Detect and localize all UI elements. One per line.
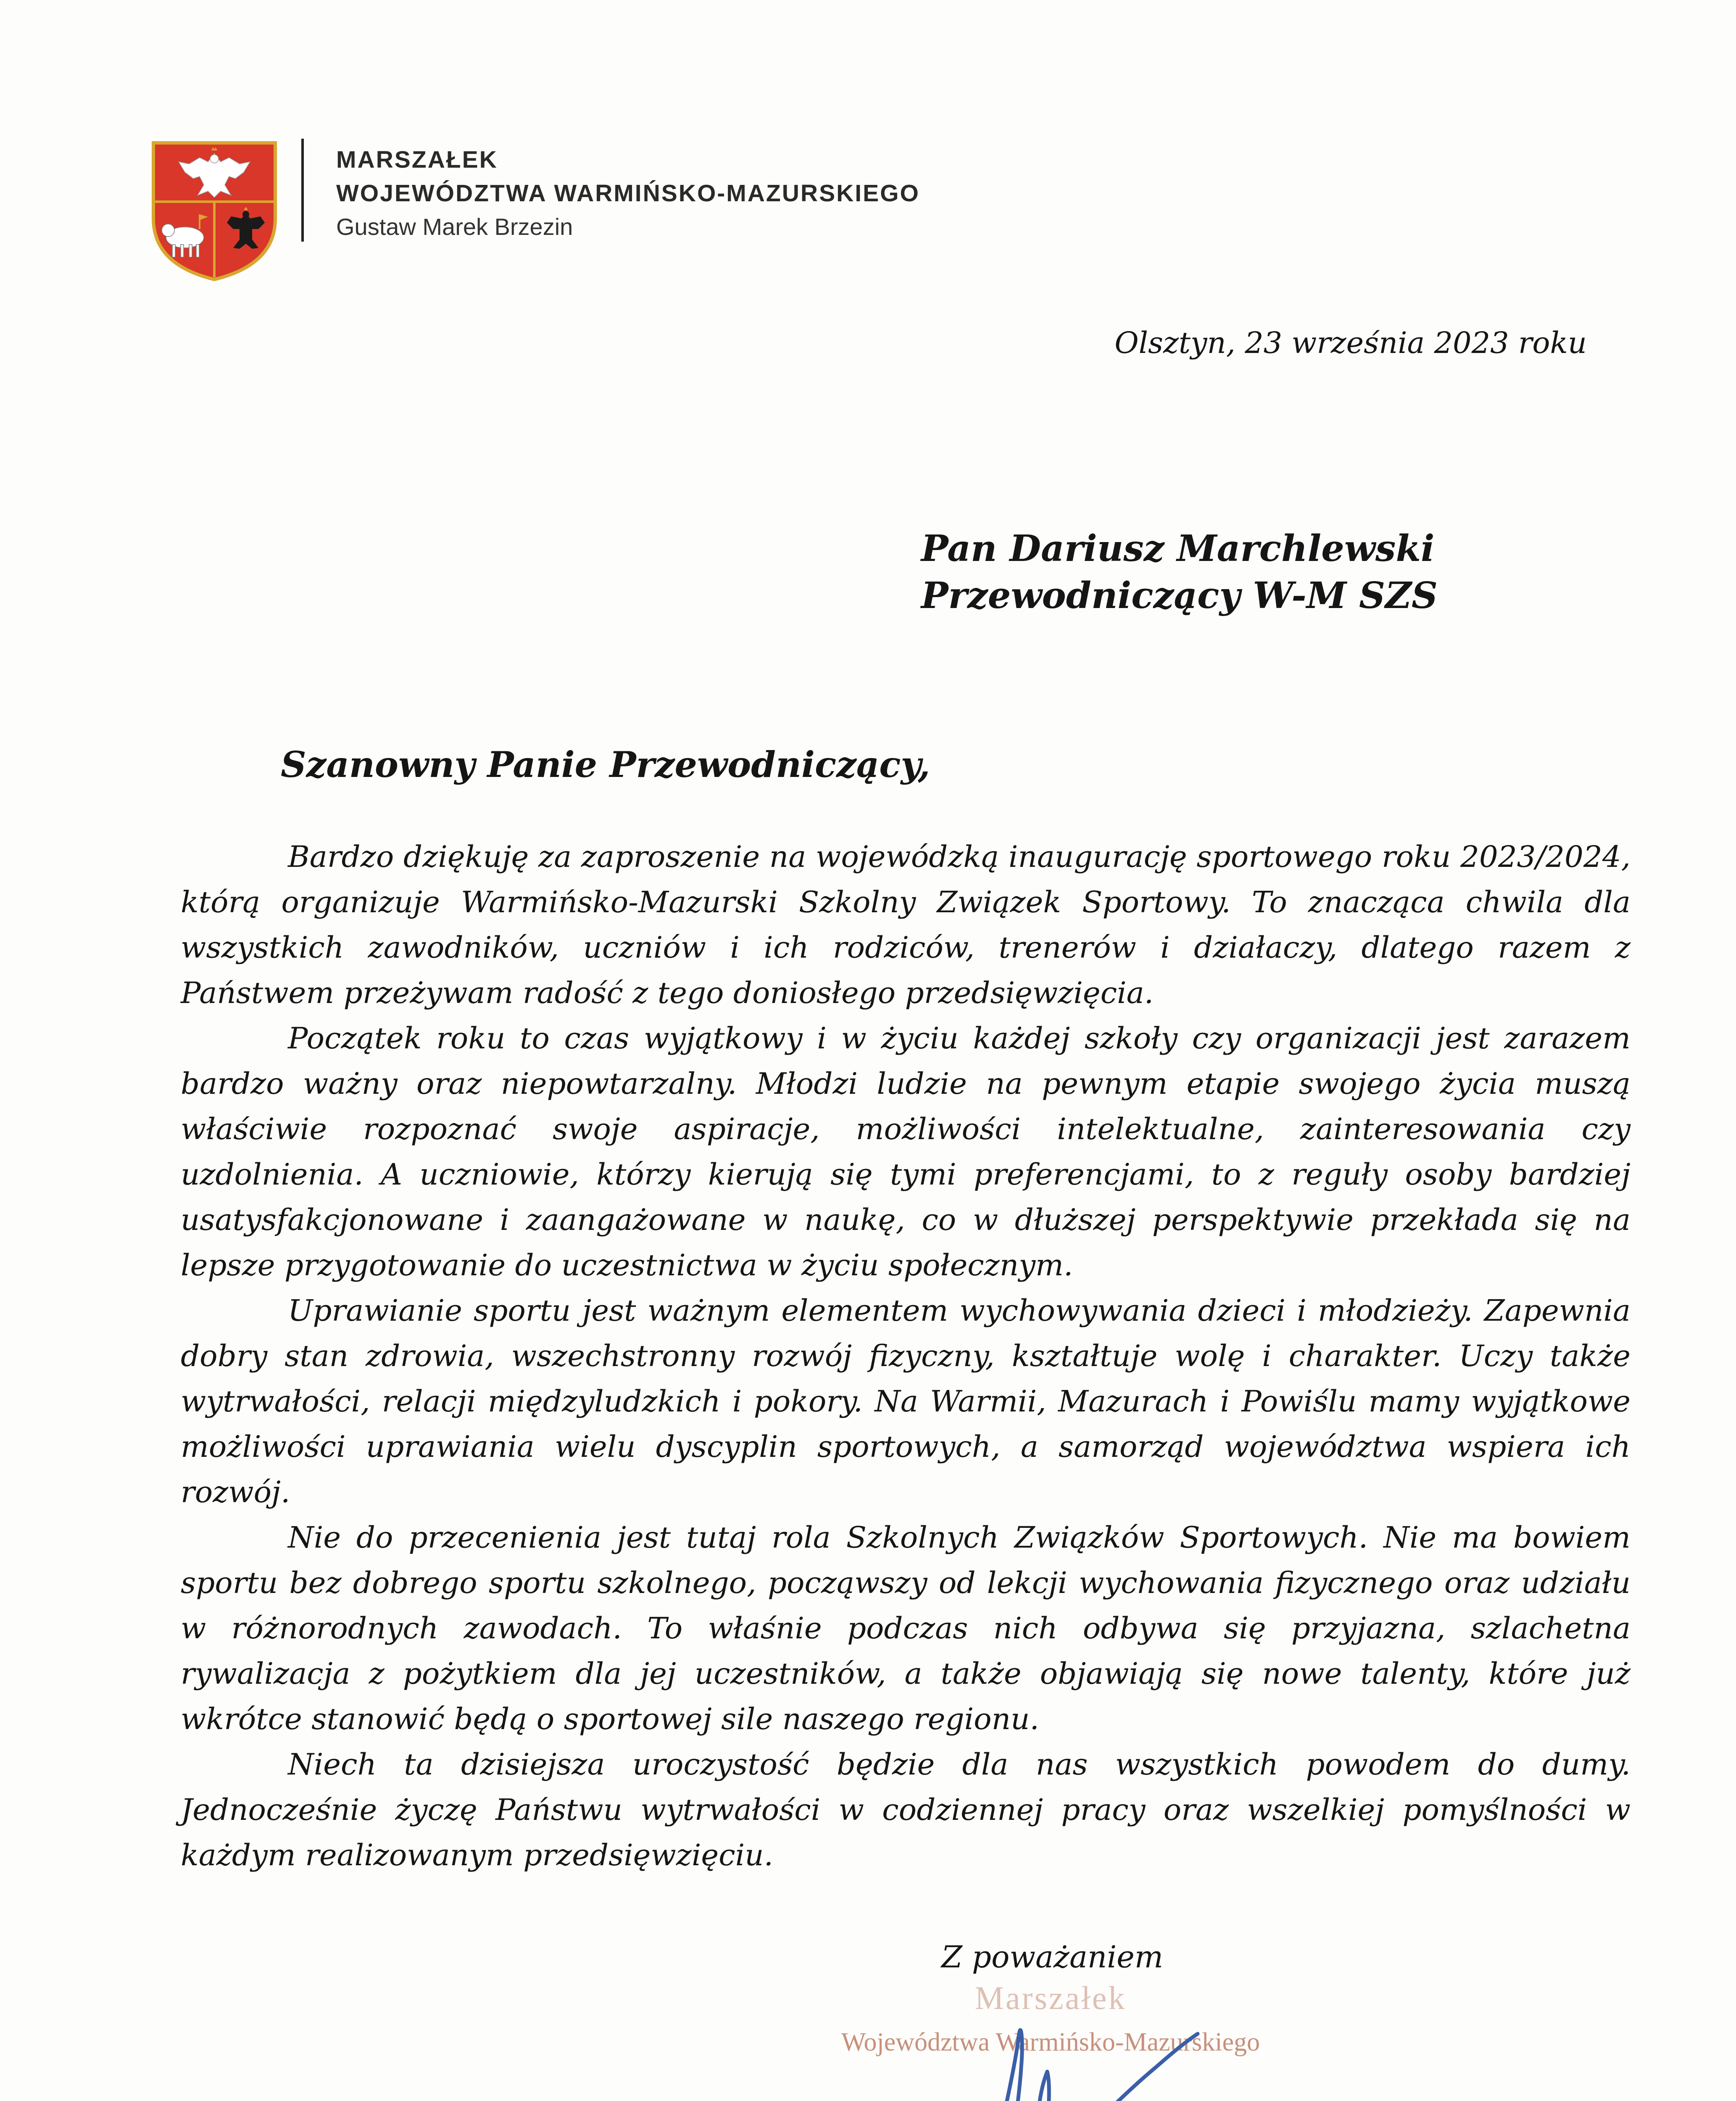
recipient-block <box>921 525 1438 619</box>
stamp-region: Województwa Warmińsko-Mazurskiego <box>841 2028 1260 2056</box>
salutation: Szanowny Panie Przewodniczący, <box>281 744 930 785</box>
body-paragraph: Początek roku to czas wyjątkowy i w życiu każdej szkoły czy organizacji jest zarazem bardzo ważny oraz niepowtarzalny. Młodzi ludzie na pewnym etapie swojego życia muszą właściwie rozpoznać swoje aspiracje, możliwości intelektualne, zainteresowania czy uzdolnienia. A uczniowie, którzy kierują się tymi preferencjami, to z reguły osoby bardziej usatysfakcjonowane i zaangażowane w naukę, co w dłuższej perspektywie przekłada się na lepsze przygotowanie do uczestnictwa w życiu społecznym. <box>181 1021 1631 1282</box>
handwritten-signature <box>937 1975 1240 2101</box>
body-paragraph: Bardzo dziękuję za zaproszenie na wojewódzką inaugurację sportowego roku 2023/2024, którą organizuje Warmińsko-Mazurski Szkolny Związek Sportowy. To znacząca chwila dla wszystkich zawodników, uczniów i ich rodziców, trenerów i działaczy, dlatego razem z Państwem przeżywam radość z tego doniosłego przedsięwzięcia. <box>181 840 1631 1010</box>
body-paragraph: Uprawianie sportu jest ważnym elementem wychowywania dzieci i młodzieży. Zapewnia dobry stan zdrowia, wszechstronny rozwój fizyczny, kształtuje wolę i charakter. Uczy także wytrwałości, relacji międzyludzkich i pokory. Na Warmii, Mazurach i Powiślu mamy wyjątkowe możliwości uprawiania wielu dyscyplin sportowych, a samorząd województwa wspiera ich rozwój. <box>181 1293 1631 1509</box>
recipient-title: Przewodniczący W-M SZS <box>921 574 1438 617</box>
recipient-name: Pan Dariusz Marchlewski <box>921 527 1435 570</box>
letter-date: Olsztyn, 23 września 2023 roku <box>1114 326 1587 360</box>
letterhead-title: MARSZAŁEK <box>336 146 498 173</box>
letterhead-name: Gustaw Marek Brzezin <box>336 213 573 240</box>
body-paragraph: Nie do przecenienia jest tutaj rola Szkolnych Związków Sportowych. Nie ma bowiem sportu bez dobrego sportu szkolnego, począwszy od lekcji wychowania fizycznego oraz udziału w różnorodnych zawodach. To właśnie podczas nich odbywa się przyjazna, szlachetna rywalizacja z pożytkiem dla jej uczestników, a także objawiają się nowe talenty, które już wkrótce stanowić będą o sportowej sile naszego regionu. <box>181 1520 1631 1736</box>
letter-body <box>181 834 1631 1878</box>
coat-of-arms-icon <box>149 139 279 282</box>
stamp-title: Marszałek <box>975 1980 1127 2016</box>
closing-phrase: Z poważaniem <box>941 1939 1164 1975</box>
letterhead <box>336 143 920 244</box>
letterhead-region: WOJEWÓDZTWA WARMIŃSKO-MAZURSKIEGO <box>336 180 920 207</box>
header-divider <box>301 139 304 242</box>
body-paragraph: Niech ta dzisiejsza uroczystość będzie dla nas wszystkich powodem do dumy. Jednocześnie życzę Państwu wytrwałości w codziennej pracy oraz wszelkiej pomyślności w każdym realizowanym przedsięwzięciu. <box>181 1747 1631 1872</box>
